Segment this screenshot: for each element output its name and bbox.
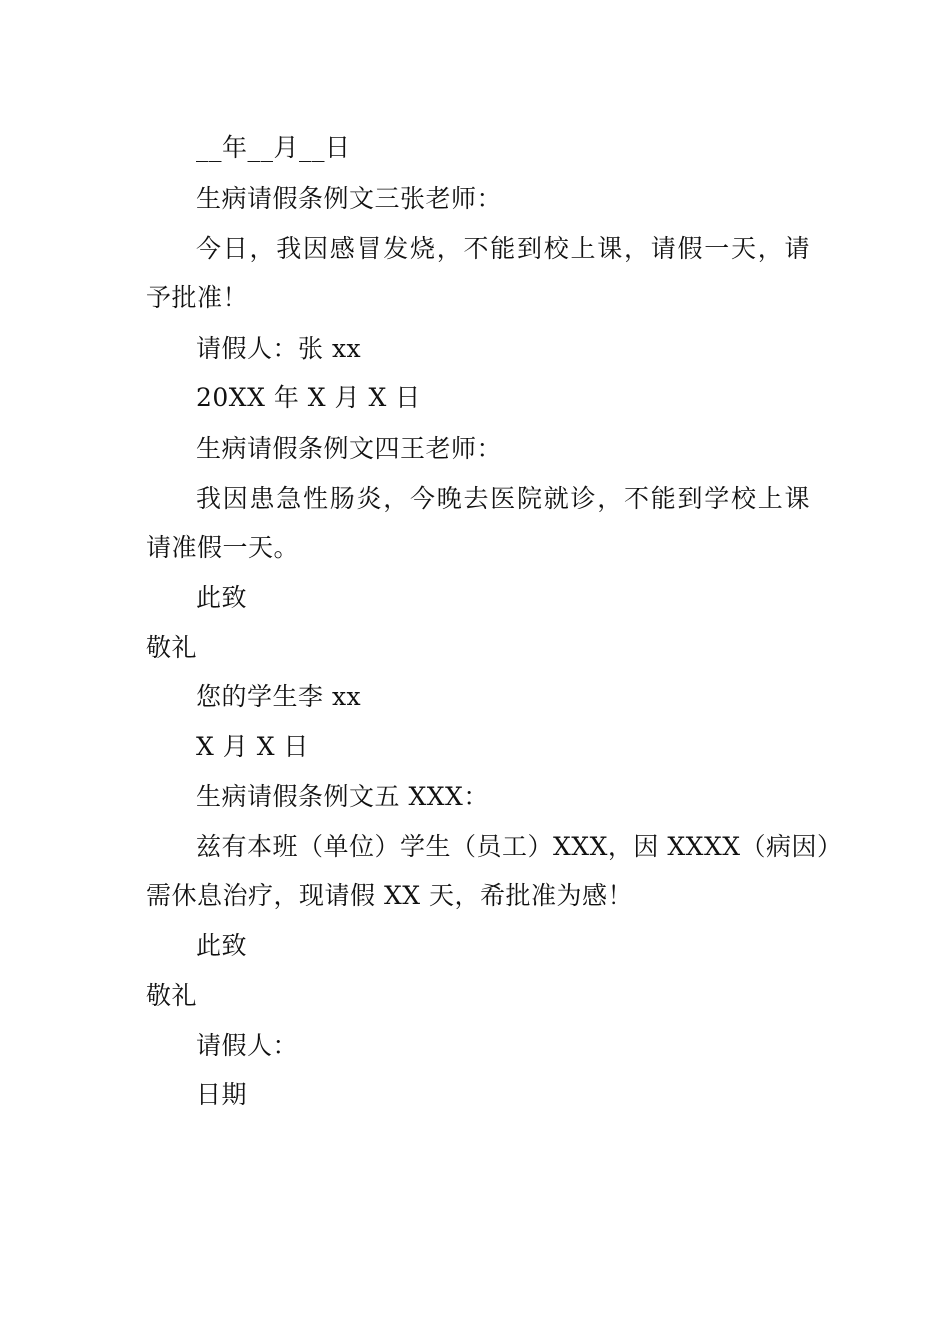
example-four-signer: 您的学生李 xx xyxy=(196,682,362,711)
example-five-closing: 此致 xyxy=(196,931,248,960)
example-five-date-label: 日期 xyxy=(196,1080,248,1109)
example-four-closing: 此致 xyxy=(196,583,248,612)
example-five-body-line-1: 兹有本班（单位）学生（员工）XXX，因 XXXX（病因） xyxy=(196,832,843,861)
example-three-body-line-1: 今日，我因感冒发烧，不能到校上课，请假一天，请 xyxy=(196,234,810,263)
example-five-salutation: 敬礼 xyxy=(146,981,198,1010)
example-four-body-line-2: 请准假一天。 xyxy=(146,533,300,562)
example-four-body-line-1: 我因患急性肠炎，今晚去医院就诊，不能到学校上课 xyxy=(196,484,810,513)
example-four-date: X 月 X 日 xyxy=(196,732,309,761)
example-four-salutation: 敬礼 xyxy=(146,633,198,662)
date-placeholder-line: __年__月__日 xyxy=(196,133,351,162)
example-five-heading: 生病请假条例文五 XXX： xyxy=(196,782,489,811)
example-five-body-line-2: 需休息治疗，现请假 XX 天，希批准为感！ xyxy=(146,881,633,910)
example-three-date: 20XX 年 X 月 X 日 xyxy=(196,383,421,412)
example-three-body-line-2: 予批准！ xyxy=(146,283,249,312)
example-four-heading: 生病请假条例文四王老师： xyxy=(196,434,503,463)
example-five-signer: 请假人： xyxy=(196,1031,299,1060)
example-three-signer: 请假人：张 xx xyxy=(196,334,362,363)
example-three-heading: 生病请假条例文三张老师： xyxy=(196,184,503,213)
